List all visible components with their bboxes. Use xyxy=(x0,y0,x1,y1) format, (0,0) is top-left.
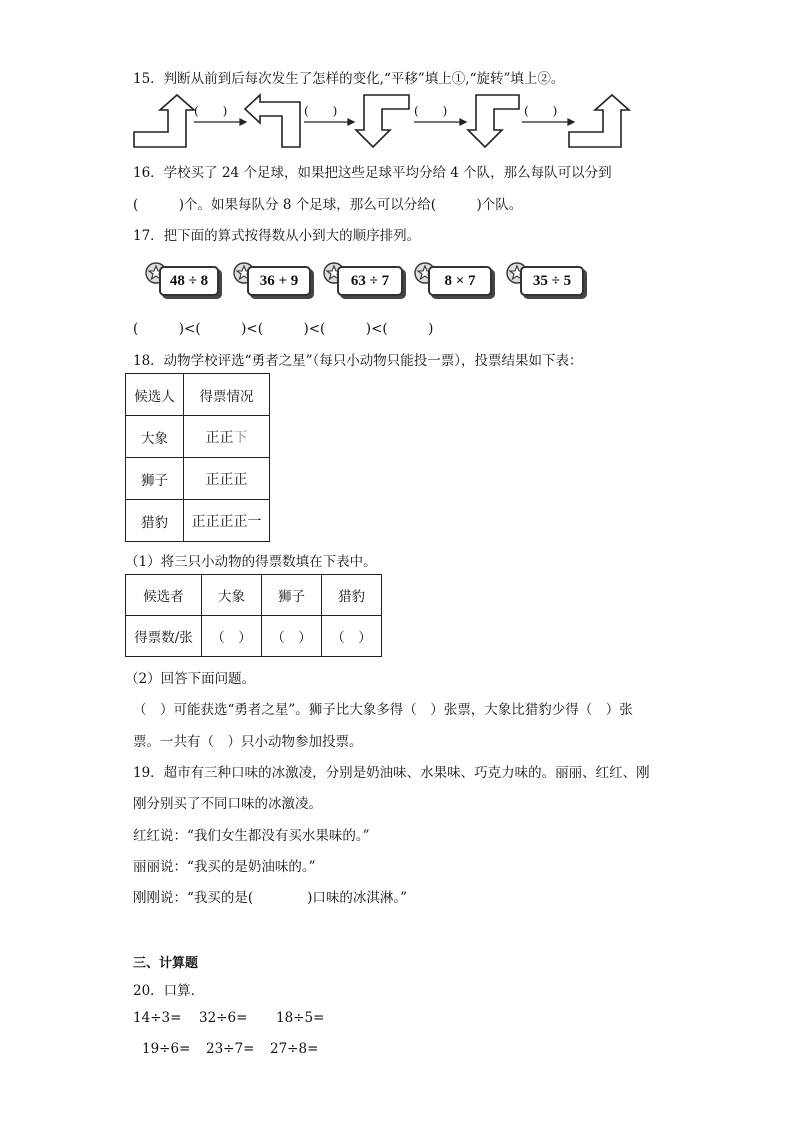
tally-table xyxy=(125,373,270,542)
expression-text: 36 + 9 xyxy=(247,266,311,296)
count-cell-lion[interactable]: （ ） xyxy=(262,616,322,657)
count-header: 狮子 xyxy=(262,575,322,616)
tally-row-name: 猎豹 xyxy=(126,500,184,542)
q19-line-5: 刚刚说：“我买的是( )口味的冰淇淋。” xyxy=(133,890,408,906)
q15-text: 15．判断从前到后每次发生了怎样的变化,“平移”填上①,“旋转”填上②。 xyxy=(133,71,565,87)
calc-item: 19÷6= xyxy=(142,1041,191,1057)
tally-row-name: 狮子 xyxy=(126,458,184,500)
count-header: 候选者 xyxy=(126,575,202,616)
count-row-label: 得票数/张 xyxy=(126,616,202,657)
q15-blank-2[interactable]: ( ) xyxy=(304,104,338,118)
expression-text: 63 ÷ 7 xyxy=(337,266,403,296)
count-header: 大象 xyxy=(202,575,262,616)
q18-text: 18．动物学校评选“勇者之星”（每只小动物只能投一票），投票结果如下表： xyxy=(133,353,583,369)
partial-tally-mark: 下 xyxy=(233,429,248,446)
count-header: 猎豹 xyxy=(322,575,382,616)
tally-row-marks: 正正下 xyxy=(184,416,270,458)
q15-figure-row xyxy=(132,92,632,150)
section-title: 三、计算题 xyxy=(133,956,199,971)
calc-item: 23÷7= xyxy=(206,1041,255,1057)
expression-text: 35 ÷ 5 xyxy=(520,266,584,296)
shape-5 xyxy=(569,95,629,147)
q15-blank-4[interactable]: ( ) xyxy=(524,104,558,118)
calc-item: 27÷8= xyxy=(270,1041,319,1057)
count-cell-cheetah[interactable]: （ ） xyxy=(322,616,382,657)
q17-order-line[interactable]: ( )<( )<( )<( )<( ) xyxy=(133,321,434,337)
q19-line-2: 刚分别买了不同口味的冰激凌。 xyxy=(133,796,322,812)
q20-text: 20．口算． xyxy=(133,983,205,999)
q18-answer-line-2: 票。一共有（ ）只小动物参加投票。 xyxy=(133,734,363,750)
calc-item: 18÷5= xyxy=(276,1010,325,1026)
count-cell-elephant[interactable]: （ ） xyxy=(202,616,262,657)
shape-3 xyxy=(356,95,409,147)
q18-part1: （1）将三只小动物的得票数填在下表中。 xyxy=(125,554,377,570)
q15-blank-1[interactable]: ( ) xyxy=(194,104,228,118)
q17-text: 17．把下面的算式按得数从小到大的顺序排列。 xyxy=(133,228,421,244)
q19-line-1: 19．超市有三种口味的冰激凌，分别是奶油味、水果味、巧克力味的。丽丽、红红、刚 xyxy=(133,765,650,781)
shape-4 xyxy=(468,95,519,147)
calc-item: 32÷6= xyxy=(199,1010,248,1026)
expression-text: 48 ÷ 8 xyxy=(159,266,219,296)
tally-header-votes: 得票情况 xyxy=(184,374,270,416)
q19-line-3: 红红说：“我们女生都没有买水果味的。” xyxy=(133,828,370,844)
q18-part2: （2）回答下面问题。 xyxy=(125,671,256,687)
q16-line-1: 16．学校买了 24 个足球，如果把这些足球平均分给 4 个队，那么每队可以分到 xyxy=(133,165,612,181)
count-table xyxy=(125,574,382,657)
tally-row-marks: 正正正正一 xyxy=(184,500,270,542)
tally-header-candidate: 候选人 xyxy=(126,374,184,416)
q16-line-2: ( )个。如果每队分 8 个足球，那么可以分给( )个队。 xyxy=(133,197,523,213)
tally-row-name: 大象 xyxy=(126,416,184,458)
q18-answer-line-1: （ ）可能获选“勇者之星”。狮子比大象多得（ ）张票，大象比猎豹少得（ ）张 xyxy=(133,702,633,718)
q19-line-4: 丽丽说：“我买的是奶油味的。” xyxy=(133,859,316,875)
shape-2 xyxy=(245,95,300,147)
tally-row-marks: 正正正 xyxy=(184,458,270,500)
expression-text: 8 × 7 xyxy=(428,266,492,296)
shape-1 xyxy=(134,95,194,147)
q15-blank-3[interactable]: ( ) xyxy=(414,104,448,118)
q15-arrows xyxy=(132,92,632,152)
calc-item: 14÷3= xyxy=(133,1010,182,1026)
